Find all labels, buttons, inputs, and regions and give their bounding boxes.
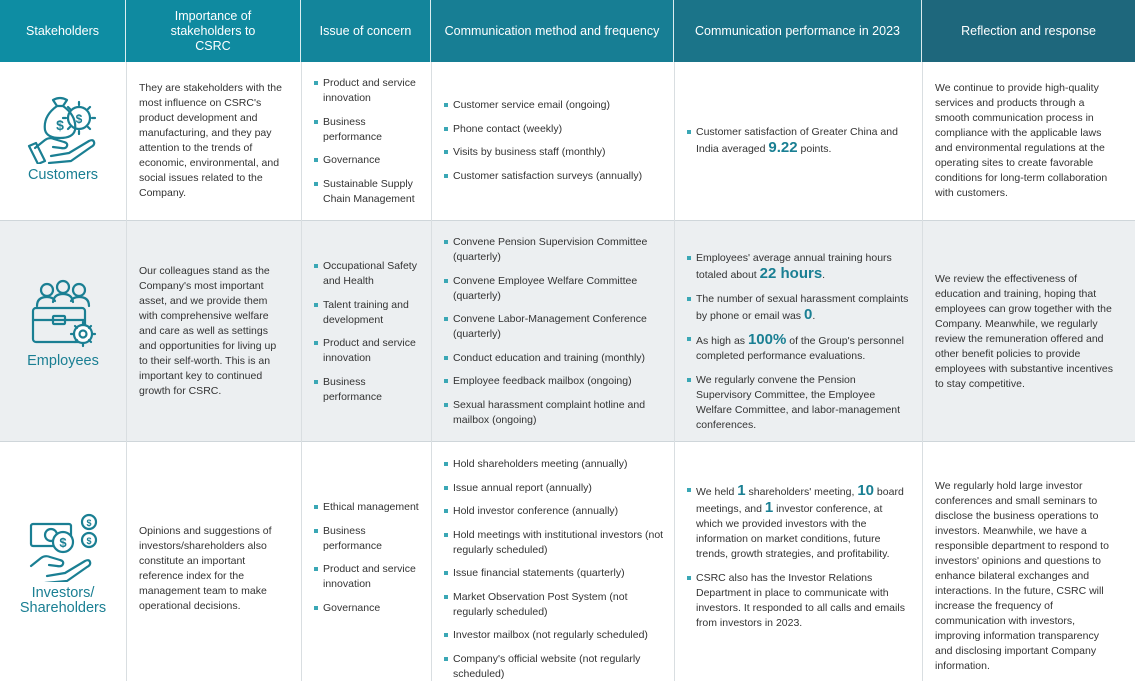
response-cell <box>935 272 1115 392</box>
list-item: Convene Employee Welfare Committee (quarterly) <box>444 274 669 304</box>
highlight-number: 22 hours <box>759 265 823 282</box>
highlight-number: 9.22 <box>768 139 798 156</box>
methods-cell <box>444 98 669 192</box>
stakeholder-name: Customers <box>27 167 99 183</box>
performance-text: The number of sexual harassment complaints by phone or email was <box>696 292 909 322</box>
methods-cell <box>444 457 669 690</box>
svg-text:$: $ <box>56 117 64 133</box>
response-paragraph: We continue to provide high-quality services and products through a smooth communication process in compliance with the applicable laws and environmental regulations at the operating sites to create favorable conditions for long-term collaboration with customers. <box>935 82 1108 199</box>
column-divider <box>431 62 432 681</box>
methods-cell <box>444 235 669 436</box>
stakeholder-investors <box>0 510 126 616</box>
highlight-number: 1 <box>737 482 746 499</box>
importance-text <box>139 81 284 201</box>
importance-paragraph: They are stakeholders with the most influence on CSRC's product development and manufacturing, and they pay attention to the trends of economic, environmental, and social issues related to the Company. <box>139 82 282 199</box>
highlight-number: 0 <box>803 305 813 323</box>
performance-text: As high as <box>696 335 748 347</box>
list-item: Hold shareholders meeting (annually) <box>444 457 669 472</box>
performance-text: . <box>822 269 826 281</box>
table-header <box>0 0 1135 62</box>
performance-text: board meetings, and <box>696 486 904 515</box>
response-paragraph: We regularly hold large investor conferences and small seminars to disclose the business operations to investors. Meanwhile, we have a responsible department to respond to investors' opinions and questions to enhance bilateral exchanges and interactions. In the future, CSRC will increase the frequency of communication with investors, improving information transparency and disclosing important Company information. <box>935 480 1109 672</box>
people-briefcase-gear-icon <box>25 278 101 350</box>
svg-text:$: $ <box>75 112 83 126</box>
list-item: Employee feedback mailbox (ongoing) <box>444 374 669 389</box>
list-item: Convene Labor-Management Conference (quarterly) <box>444 312 669 342</box>
stakeholder-employees <box>0 278 126 369</box>
list-item: Business performance <box>314 375 424 405</box>
header-importance: Importance of stakeholders to CSRC <box>126 0 301 62</box>
list-item: Issue annual report (annually) <box>444 481 669 496</box>
list-item: Market Observation Post System (not regularly scheduled) <box>444 590 669 620</box>
list-item: Sexual harassment complaint hotline and mailbox (ongoing) <box>444 398 669 428</box>
list-item: Governance <box>314 153 424 168</box>
list-item: CSRC also has the Investor Relations Department in place to communicate with investors. It responded to all calls and emails from investors in 2023. <box>687 571 911 631</box>
header-response: Reflection and response <box>922 0 1135 62</box>
header-performance: Communication performance in 2023 <box>674 0 922 62</box>
list-item: Customer service email (ongoing) <box>444 98 669 113</box>
header-stakeholders: Stakeholders <box>0 0 126 62</box>
list-item: Issue financial statements (quarterly) <box>444 566 669 581</box>
column-divider <box>674 62 675 681</box>
performance-cell <box>687 125 909 166</box>
list-item <box>687 125 909 157</box>
svg-text:$: $ <box>59 535 67 550</box>
list-item: Sustainable Supply Chain Management <box>314 177 424 207</box>
performance-text: investor conference, at which we provided investors with the information on market conditions, future trends, growth strategies, and profitability. <box>696 503 890 560</box>
list-item: Talent training and development <box>314 298 424 328</box>
performance-cell <box>687 251 911 441</box>
money-bag-hand-icon <box>25 90 101 164</box>
list-item: Business performance <box>314 115 424 145</box>
list-item: Product and service innovation <box>314 562 424 592</box>
stakeholder-name: Investors/ Shareholders <box>19 585 107 616</box>
performance-text: We held <box>696 486 738 498</box>
list-item <box>687 332 911 364</box>
header-issue: Issue of concern <box>301 0 431 62</box>
performance-text: Employees' average annual training hours totaled about <box>696 252 892 281</box>
list-item: Phone contact (weekly) <box>444 122 669 137</box>
list-item: Product and service innovation <box>314 336 424 366</box>
header-method: Communication method and frequency <box>431 0 674 62</box>
response-cell <box>935 81 1115 201</box>
importance-paragraph: Opinions and suggestions of investors/shareholders also constitute an important reference index for the management team to make operational decisions. <box>139 525 272 612</box>
list-item: Business performance <box>314 524 424 554</box>
performance-text: shareholders' meeting, <box>745 486 858 498</box>
highlight-number: 1 <box>764 499 774 516</box>
importance-text <box>139 264 284 399</box>
list-item: Hold meetings with institutional investors (not regularly scheduled) <box>444 528 669 558</box>
highlight-number: 10 <box>857 482 875 499</box>
svg-text:$: $ <box>86 536 92 546</box>
list-item: Product and service innovation <box>314 76 424 106</box>
performance-text: We regularly convene the Pension Supervisory Committee, the Employee Welfare Committee, and labor-management conferences. <box>696 373 901 431</box>
list-item: Convene Pension Supervision Committee (quarterly) <box>444 235 669 265</box>
response-cell <box>935 479 1117 674</box>
column-divider <box>126 62 127 681</box>
money-hand-coins-icon <box>25 510 101 582</box>
list-item: Company's official website (not regularly scheduled) <box>444 652 669 682</box>
response-paragraph: We review the effectiveness of education and training, hoping that employees can grow together with the Company. Meanwhile, we regularly review the remuneration offered and other benefit policies to provide employees with substantive incentives to stay competitive. <box>935 273 1114 390</box>
list-item: Hold investor conference (annually) <box>444 504 669 519</box>
issues-cell <box>314 500 424 624</box>
performance-cell <box>687 483 911 639</box>
list-item <box>687 483 911 562</box>
list-item: Customer satisfaction surveys (annually) <box>444 169 669 184</box>
performance-text: of the Group's personnel completed performance evaluations. <box>696 335 904 362</box>
list-item <box>687 373 911 433</box>
performance-text: . <box>812 309 816 322</box>
importance-paragraph: Our colleagues stand as the Company's most important asset, and we provide them with comprehensive welfare and care as well as settings and opportunities for living up to their self-worth. This is an important key to continued growth for CSRC. <box>139 265 277 397</box>
list-item: Investor mailbox (not regularly scheduled) <box>444 628 669 643</box>
column-divider <box>301 62 302 681</box>
list-item: Conduct education and training (monthly) <box>444 351 669 366</box>
issues-cell <box>314 76 424 215</box>
list-item <box>687 292 911 324</box>
list-item: Occupational Safety and Health <box>314 259 424 289</box>
performance-text: Customer satisfaction of Greater China and India averaged <box>696 126 898 155</box>
stakeholder-customers <box>0 90 126 183</box>
list-item: Ethical management <box>314 500 424 515</box>
list-item <box>687 251 911 283</box>
list-item: Governance <box>314 601 424 616</box>
highlight-number: 100% <box>747 331 787 348</box>
svg-text:$: $ <box>86 518 92 528</box>
performance-text: points. <box>797 143 832 155</box>
list-item: Visits by business staff (monthly) <box>444 145 669 160</box>
importance-text <box>139 524 284 614</box>
issues-cell <box>314 259 424 413</box>
column-divider <box>922 62 923 681</box>
stakeholder-name: Employees <box>27 353 99 369</box>
